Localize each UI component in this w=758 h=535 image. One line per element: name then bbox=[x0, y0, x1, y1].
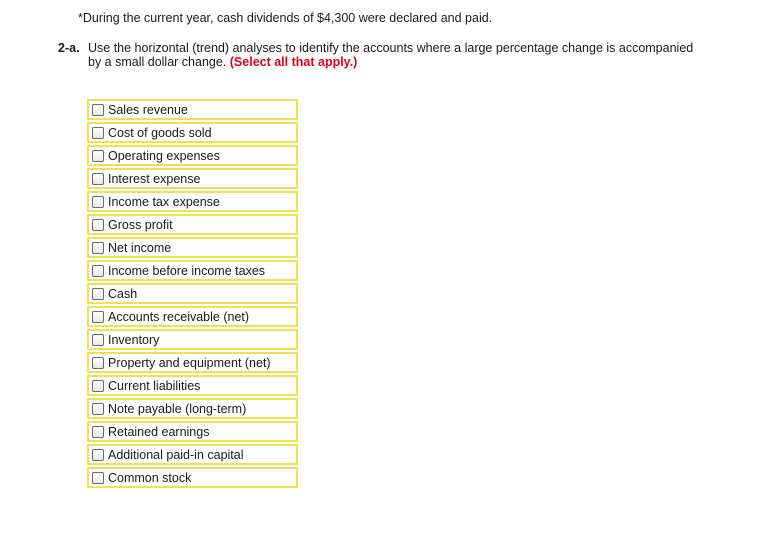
checkbox-icon[interactable] bbox=[92, 334, 104, 346]
option-label: Property and equipment (net) bbox=[108, 355, 271, 370]
checkbox-icon[interactable] bbox=[92, 449, 104, 461]
checkbox-icon[interactable] bbox=[92, 357, 104, 369]
option-label: Income tax expense bbox=[108, 194, 220, 209]
answer-option[interactable] bbox=[87, 306, 298, 327]
checkbox-icon[interactable] bbox=[92, 196, 104, 208]
option-label: Cash bbox=[108, 286, 138, 301]
option-label: Cost of goods sold bbox=[108, 125, 212, 140]
question-text: Use the horizontal (trend) analyses to identify the accounts where a large percentage change is accompanied by a small dollar change. bbox=[88, 41, 694, 69]
answer-option[interactable] bbox=[87, 283, 298, 304]
dividends-note: *During the current year, cash dividends of $4,300 were declared and paid. bbox=[78, 11, 493, 25]
option-label: Additional paid-in capital bbox=[108, 447, 244, 462]
checkbox-icon[interactable] bbox=[92, 426, 104, 438]
answer-option[interactable] bbox=[87, 260, 298, 281]
answer-option[interactable] bbox=[87, 444, 298, 465]
option-label: Accounts receivable (net) bbox=[108, 309, 250, 324]
answer-options-list bbox=[87, 99, 298, 490]
answer-option[interactable] bbox=[87, 214, 298, 235]
answer-option[interactable] bbox=[87, 421, 298, 442]
checkbox-icon[interactable] bbox=[92, 104, 104, 116]
checkbox-icon[interactable] bbox=[92, 173, 104, 185]
option-label: Operating expenses bbox=[108, 148, 220, 163]
answer-option[interactable] bbox=[87, 122, 298, 143]
checkbox-icon[interactable] bbox=[92, 403, 104, 415]
option-label: Retained earnings bbox=[108, 424, 210, 439]
option-label: Income before income taxes bbox=[108, 263, 266, 278]
select-all-instruction: (Select all that apply.) bbox=[229, 55, 358, 69]
checkbox-icon[interactable] bbox=[92, 311, 104, 323]
checkbox-icon[interactable] bbox=[92, 242, 104, 254]
checkbox-icon[interactable] bbox=[92, 127, 104, 139]
option-label: Net income bbox=[108, 240, 172, 255]
answer-option[interactable] bbox=[87, 352, 298, 373]
checkbox-icon[interactable] bbox=[92, 150, 104, 162]
answer-option[interactable] bbox=[87, 375, 298, 396]
answer-option[interactable] bbox=[87, 191, 298, 212]
checkbox-icon[interactable] bbox=[92, 219, 104, 231]
answer-option[interactable] bbox=[87, 467, 298, 488]
answer-option[interactable] bbox=[87, 99, 298, 120]
answer-option[interactable] bbox=[87, 168, 298, 189]
answer-option[interactable] bbox=[87, 145, 298, 166]
answer-option[interactable] bbox=[87, 398, 298, 419]
option-label: Current liabilities bbox=[108, 378, 201, 393]
option-label: Note payable (long-term) bbox=[108, 401, 247, 416]
checkbox-icon[interactable] bbox=[92, 288, 104, 300]
option-label: Interest expense bbox=[108, 171, 201, 186]
question-text-wrapper bbox=[88, 41, 698, 69]
checkbox-icon[interactable] bbox=[92, 472, 104, 484]
answer-option[interactable] bbox=[87, 237, 298, 258]
checkbox-icon[interactable] bbox=[92, 380, 104, 392]
answer-option[interactable] bbox=[87, 329, 298, 350]
question-block bbox=[58, 41, 698, 69]
option-label: Inventory bbox=[108, 332, 160, 347]
question-number: 2-a. bbox=[58, 41, 80, 55]
option-label: Sales revenue bbox=[108, 102, 188, 117]
option-label: Gross profit bbox=[108, 217, 173, 232]
checkbox-icon[interactable] bbox=[92, 265, 104, 277]
option-label: Common stock bbox=[108, 470, 192, 485]
